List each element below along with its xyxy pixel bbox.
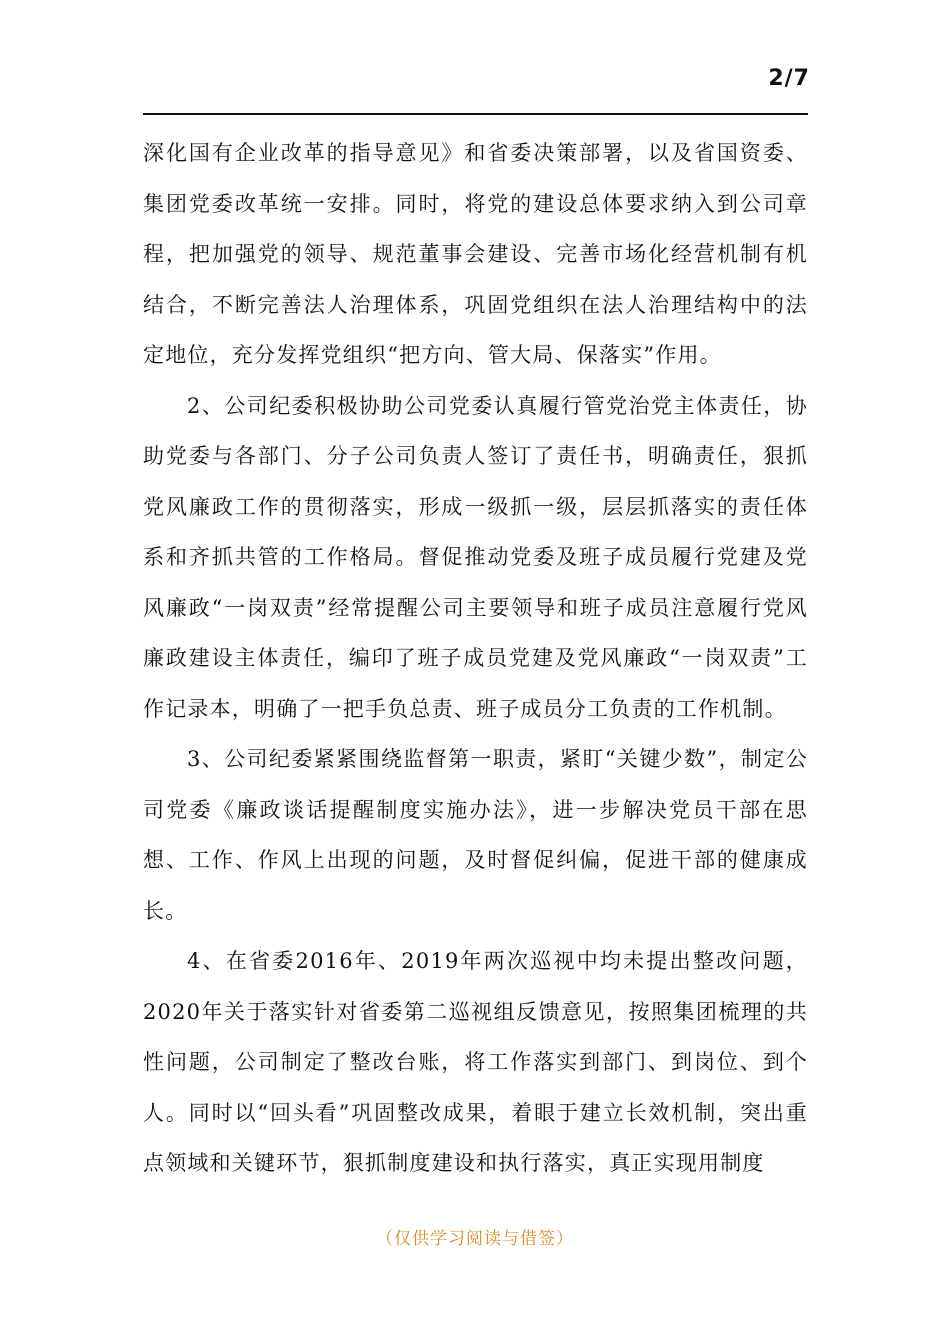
page-number: 2/7 (768, 66, 810, 91)
paragraph-continuation: 深化国有企业改革的指导意见》和省委决策部署，以及省国资委、集团党委改革统一安排。同时，将党的建设总体要求纳入到公司章程，把加强党的领导、规范董事会建设、完善市场化经营机制有机结合，不断完善法人治理体系，巩固党组织在法人治理结构中的法定地位，充分发挥党组织“把方向、管大局、保落实”作用。 (143, 141, 808, 367)
paragraph-item-4: 4、在省委2016年、2019年两次巡视中均未提出整改问题，2020年关于落实针对省委第二巡视组反馈意见，按照集团梳理的共性问题，公司制定了整改台账，将工作落实到部门、到岗位、到个人。同时以“回头看”巩固整改成果，着眼于建立长效机制，突出重点领域和关键环节，狠抓制度建设和执行落实，真正实现用制度 (143, 949, 808, 1175)
header-rule (143, 113, 808, 115)
paragraph-item-3: 3、公司纪委紧紧围绕监督第一职责，紧盯“关键少数”，制定公司党委《廉政谈话提醒制度实施办法》，进一步解决党员干部在思想、工作、作风上出现的问题，及时督促纠偏，促进干部的健康成长。 (143, 747, 808, 923)
document-body (143, 128, 808, 1189)
footer-note: （仅供学习阅读与借签） (376, 1229, 574, 1249)
paragraph-item-2: 2、公司纪委积极协助公司党委认真履行管党治党主体责任，协助党委与各部门、分子公司负责人签订了责任书，明确责任，狠抓党风廉政工作的贯彻落实，形成一级抓一级，层层抓落实的责任体系和齐抓共管的工作格局。督促推动党委及班子成员履行党建及党风廉政“一岗双责”经常提醒公司主要领导和班子成员注意履行党风廉政建设主体责任，编印了班子成员党建及党风廉政“一岗双责”工作记录本，明确了一把手负总责、班子成员分工负责的工作机制。 (143, 393, 808, 721)
